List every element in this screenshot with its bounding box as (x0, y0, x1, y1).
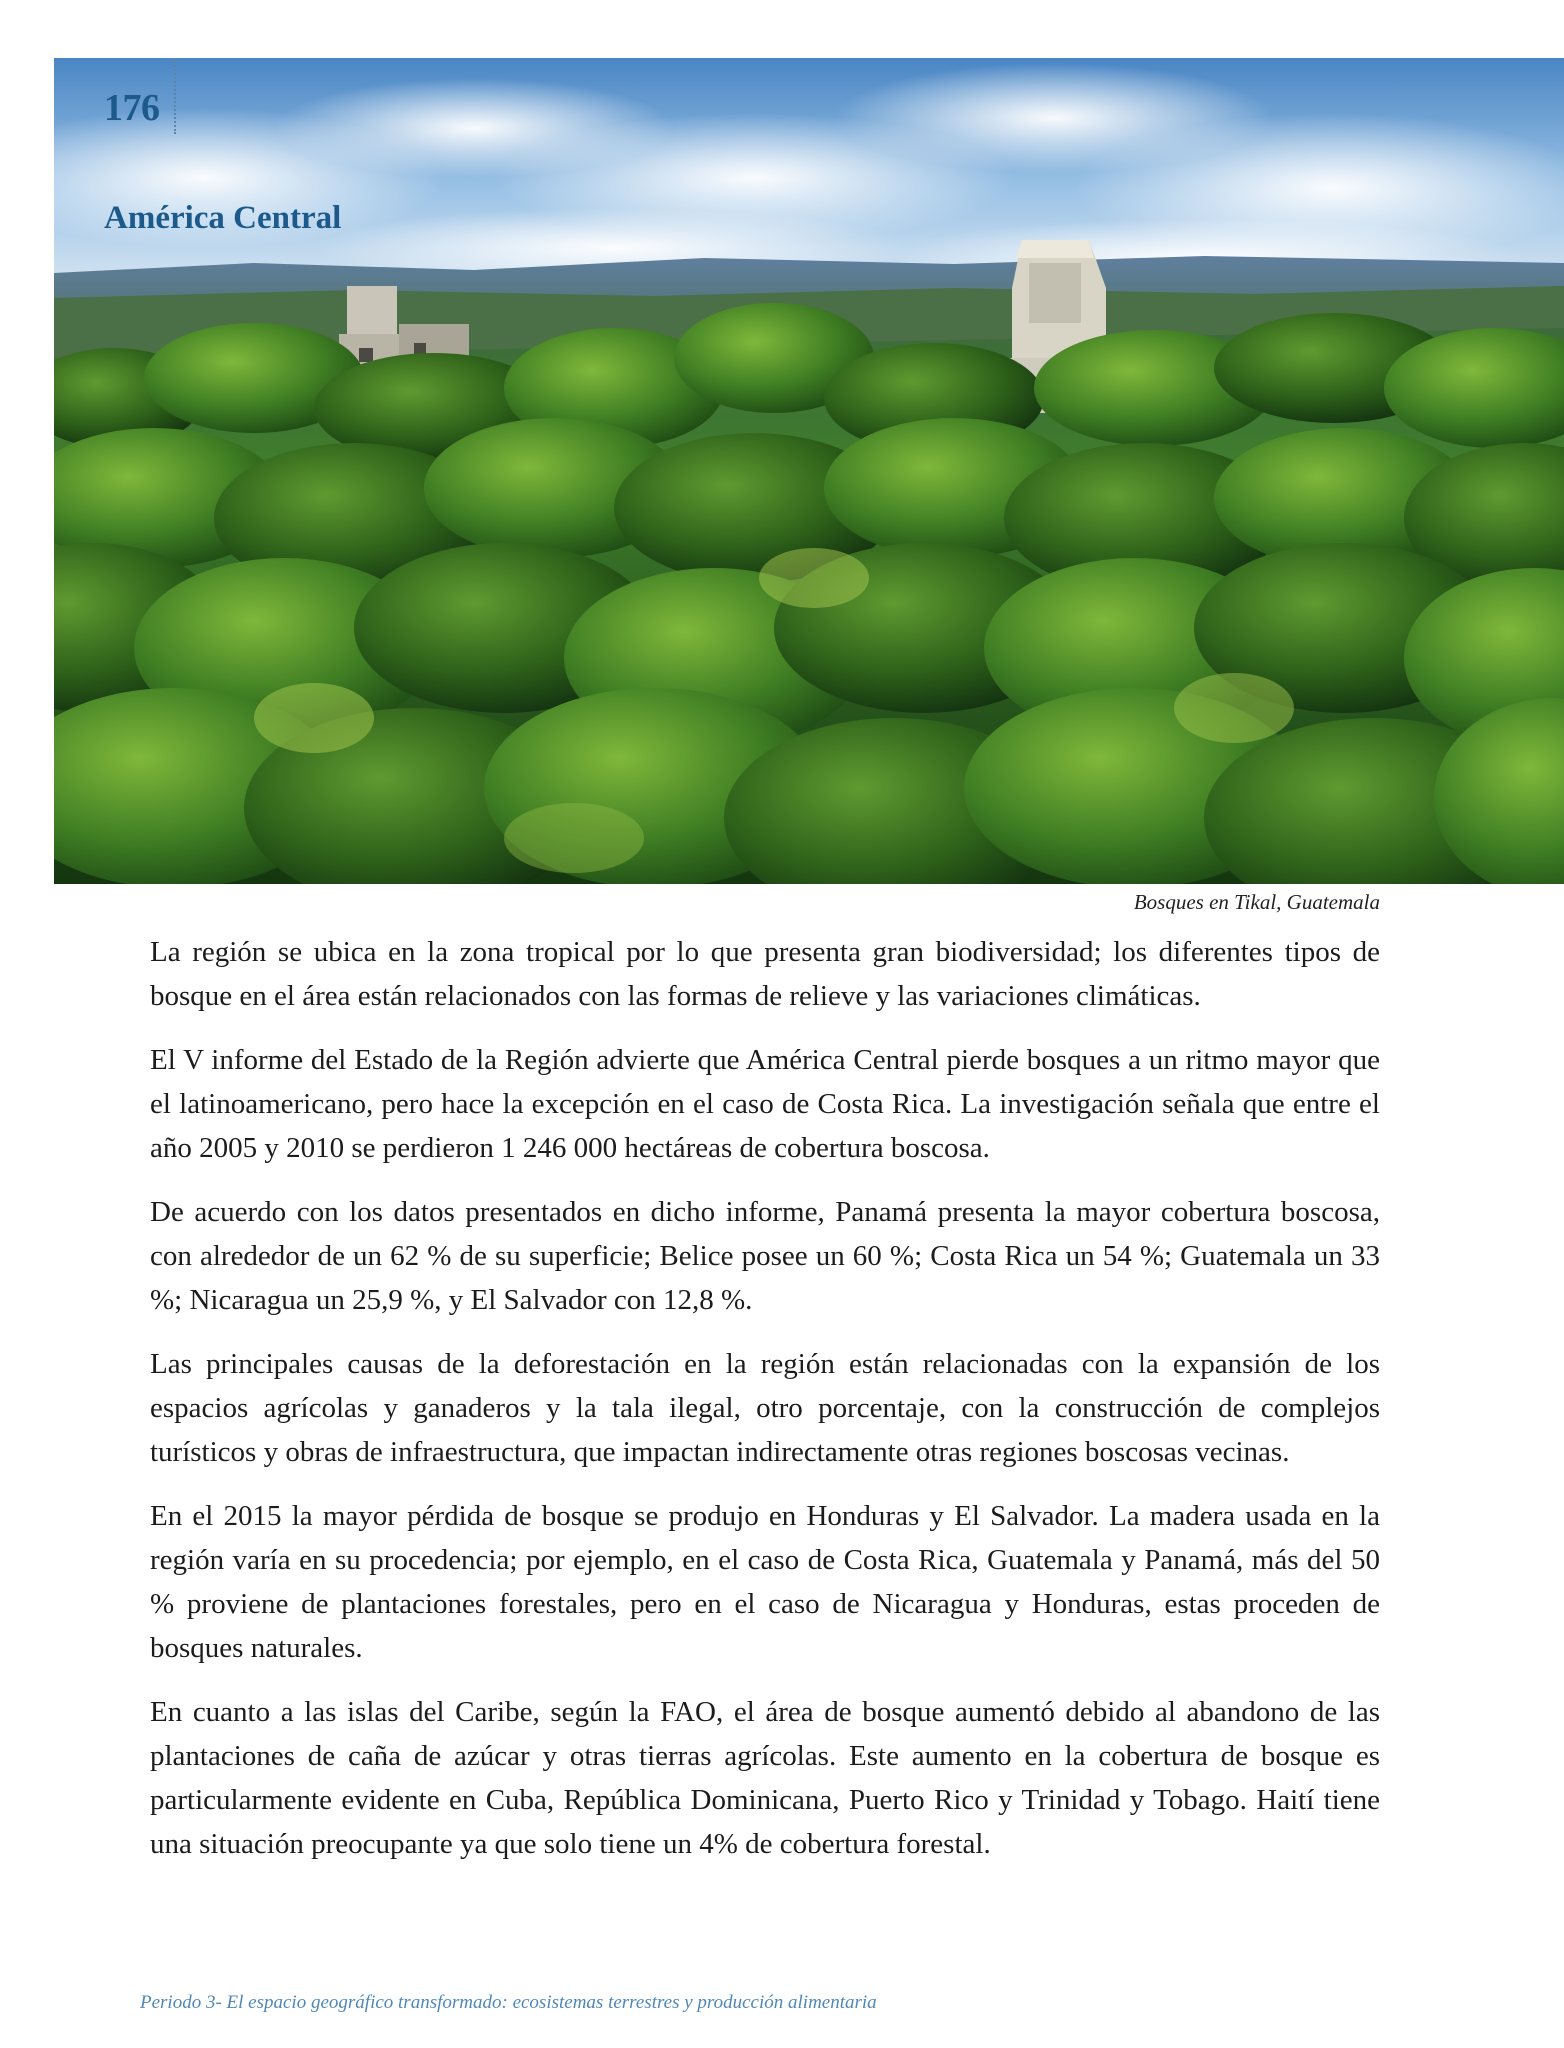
paragraph: La región se ubica en la zona tropical por lo que presenta gran biodiversidad; los diferentes tipos de bosque en el área están relacionados con las formas de relieve y las variaciones climáticas. (150, 936, 1380, 1012)
hero-photo (54, 58, 1564, 884)
paragraph: El V informe del Estado de la Región advierte que América Central pierde bosques a un ritmo mayor que el latinoamericano, pero hace la excepción en el caso de Costa Rica. La investigación señala que entre el año 2005 y 2010 se perdieron 1 246 000 hectáreas de cobertura boscosa. (150, 1044, 1380, 1164)
page-number: 176 (104, 87, 160, 129)
tree-canopy (54, 303, 1564, 884)
page-footer: Periodo 3- El espacio geográfico transformado: ecosistemas terrestres y producción alimentaria (140, 1992, 877, 2013)
page-number-divider (174, 58, 176, 134)
paragraph: En cuanto a las islas del Caribe, según la FAO, el área de bosque aumentó debido al abandono de las plantaciones de caña de azúcar y otras tierras agrícolas. Este aumento en la cobertura de bosque es particularmente evidente en Cuba, República Dominicana, Puerto Rico y Trinidad y Tobago. Haití tiene una situación preocupante ya que solo tiene un 4% de cobertura forestal. (150, 1696, 1380, 1860)
section-title: América Central (104, 200, 342, 236)
paragraph: En el 2015 la mayor pérdida de bosque se produjo en Honduras y El Salvador. La madera usada en la región varía en su procedencia; por ejemplo, en el caso de Costa Rica, Guatemala y Panamá, más del 50 % proviene de plantaciones forestales, pero en el caso de Nicaragua y Honduras, estas proceden de bosques naturales. (150, 1500, 1380, 1664)
paragraph: Las principales causas de la deforestación en la región están relacionadas con la expansión de los espacios agrícolas y ganaderos y la tala ilegal, otro porcentaje, con la construcción de complejos turísticos y obras de infraestructura, que impactan indirectamente otras regiones boscosas vecinas. (150, 1348, 1380, 1468)
body-text (150, 930, 1380, 1886)
photo-caption: Bosques en Tikal, Guatemala (1133, 890, 1380, 914)
paragraph: De acuerdo con los datos presentados en dicho informe, Panamá presenta la mayor cobertura boscosa, con alrededor de un 62 % de su superficie; Belice posee un 60 %; Costa Rica un 54 %; Guatemala un 33 %; Nicaragua un 25,9 %, y El Salvador con 12,8 %. (150, 1196, 1380, 1316)
forest-photo-illustration (54, 58, 1564, 884)
